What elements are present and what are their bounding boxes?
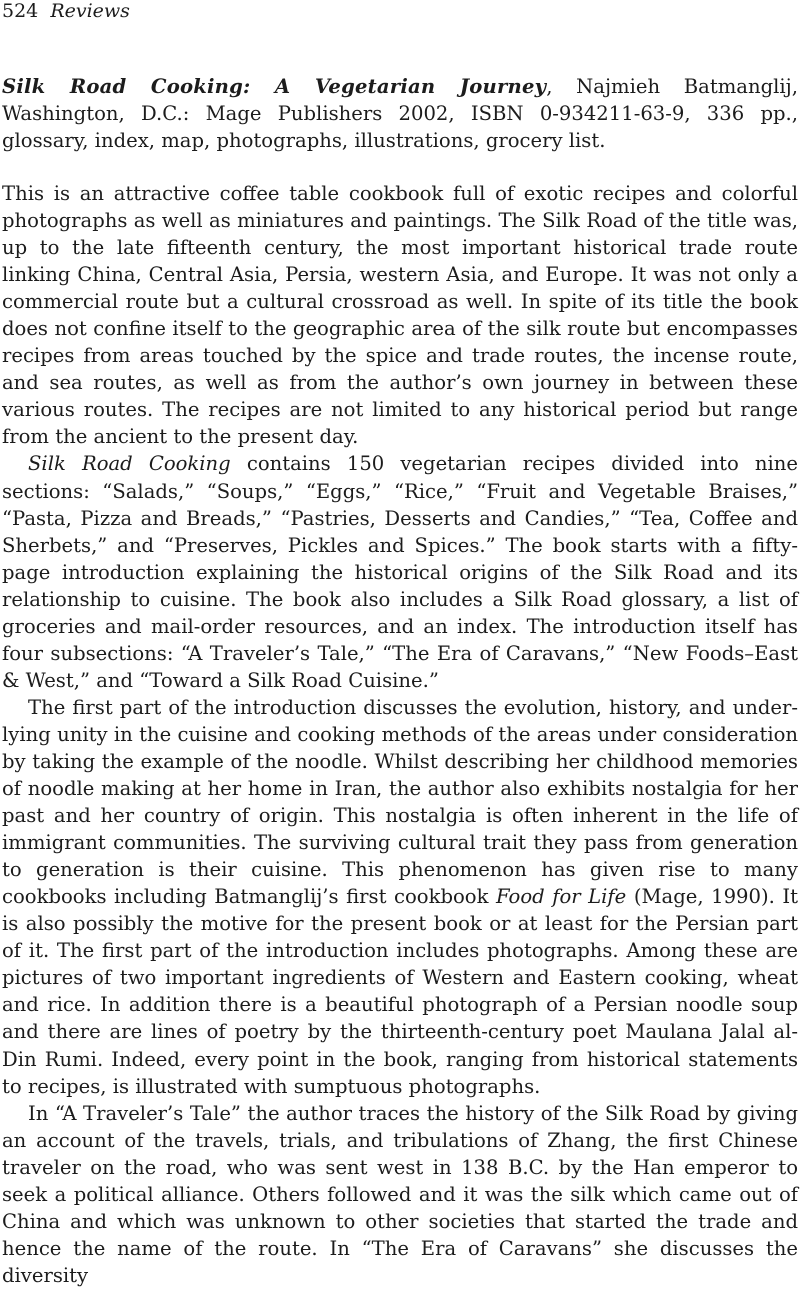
running-head [2,0,130,22]
paragraph-1 [2,180,798,450]
paragraph-4-text: In “A Traveler’s Tale” the author traces the history of the Silk Road by giving an account of the travels, trials, and tribulations of Zhang, the first Chinese traveler on the road, who was sent west in 138 B.C. by the Han emperor to seek a political alliance. Others followed and it was the silk which came out of China and which was unknown to other societies that started the trade and hence the name of the route. In “The Era of Caravans” she discusses the diversity [2,1101,798,1287]
paragraph-2-text: contains 150 vegetarian recipes divided into nine sections: “Salads,” “Soups,” “Eggs,” “Rice,” “Fruit and Vegetable Braises,” “Pasta, Pizza and Breads,” “Pastries, Desserts and Candies,” “Tea, Coffee and Sherbets,” and “Preserves, Pickles and Spices.” The book starts with a fifty-page introduction explaining the historical origins of the Silk Road and its relationship to cuisine. The book also includes a Silk Road glossary, a list of groceries and mail-order resources, and an index. The introduction itself has four subsections: “A Traveler’s Tale,” “The Era of Caravans,” “New Foods–East & West,” and “Toward a Silk Road Cuisine.” [2,452,798,692]
paragraph-1-text: This is an attractive coffee table cookbook full of exotic recipes and colorful photographs as well as miniatures and paintings. The Silk Road of the title was, up to the late fifteenth century, the most important historical trade route linking China, Central Asia, Persia, western Asia, and Europe. It was not only a commercial route but a cultural crossroad as well. In spite of its title the book does not confine itself to the geographic area of the silk route but encompasses recipes from areas touched by the spice and trade routes, the incense route, and sea routes, as well as from the author’s own journey in between these various routes. The recipes are not limited to any historical period but range from the ancient to the present day. [2,182,798,449]
section-title: Reviews [50,0,130,22]
citation-details: , Najmieh Batmanglij, Washington, D.C.: Mage Publishers 2002, ISBN 0-934211-63-9, 336 pp., glossary, index, map, photographs, illustrations, grocery list. [2,75,798,153]
page-number: 524 [2,0,39,22]
paragraph-3-text: The first part of the introduction discusses the evolution, history, and underlying unity in the cuisine and cooking methods of the areas under consideration by taking the example of the noodle. Whilst describing her childhood memories of noodle making at her home in Iran, the author also exhibits nostalgia for her past and her country of origin. This nostalgia is often inherent in the life of immigrant communities. The surviving cultural trait they pass from generation to generation is their cuisine. This phenomenon has given rise to many cookbooks including Batmanglij’s first cookbook [2,695,798,909]
paragraph-3 [2,694,798,1100]
book-citation [2,73,798,155]
review-body [2,180,798,1289]
paragraph-3-book-title: Food for Life [496,885,627,909]
paragraph-3-text-after: (Mage, 1990). It is also possibly the motive for the present book or at least for the Persian part of it. The first part of the introduction includes photographs. Among these are pictures of two important ingredients of Western and Eastern cooking, wheat and rice. In addition there is a beautiful photograph of a Persian noodle soup and there are lines of poetry by the thirteenth-century poet Maulana Jalal al-Din Rumi. Indeed, every point in the book, ranging from historical statements to recipes, is illustrated with sumptuous photographs. [2,885,799,1098]
paragraph-4 [2,1100,798,1289]
book-title: Silk Road Cooking: A Vegetarian Journey [2,75,547,98]
paragraph-2 [2,450,798,693]
paragraph-2-book-title: Silk Road Cooking [28,452,231,476]
